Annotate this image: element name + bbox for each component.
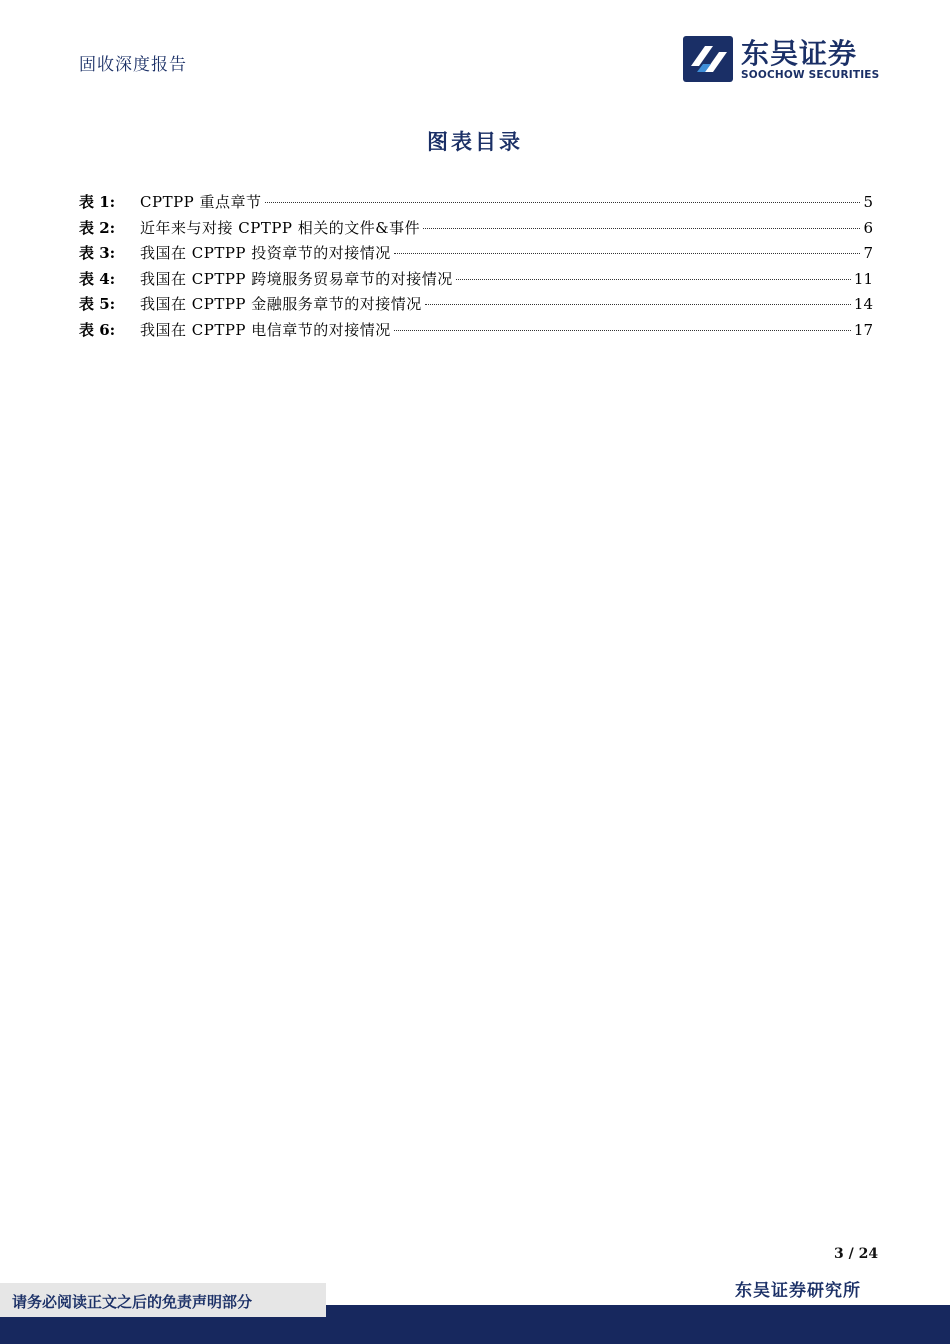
logo-english-name: SOOCHOW SECURITIES — [741, 69, 880, 81]
toc-entry-title: 我国在 CPTPP 电信章节的对接情况 — [140, 320, 391, 339]
toc-entry[interactable] — [79, 292, 873, 318]
toc-entry-page: 6 — [863, 218, 873, 237]
toc-entry-title: CPTPP 重点章节 — [140, 193, 262, 211]
toc-leader-dots — [394, 330, 851, 331]
toc-leader-dots — [425, 304, 851, 305]
toc-entry-title: 我国在 CPTPP 投资章节的对接情况 — [140, 244, 391, 262]
toc-leader-dots — [265, 202, 861, 203]
toc-entry[interactable] — [79, 267, 873, 293]
toc-entry[interactable] — [79, 216, 873, 242]
toc-entry-title: 近年来与对接 CPTPP 相关的文件&事件 — [140, 218, 421, 237]
toc-entry-page: 14 — [853, 295, 873, 313]
toc-entry-label: 表 6: — [79, 320, 116, 339]
page-number: 3 / 24 — [834, 1246, 879, 1262]
toc-leader-dots — [394, 253, 861, 254]
toc-leader-dots — [423, 228, 860, 229]
toc-entry-label: 表 4: — [79, 269, 116, 288]
report-type-label: 固收深度报告 — [79, 55, 187, 75]
toc-entry-page: 7 — [863, 244, 873, 262]
logo-mark-icon — [683, 36, 733, 82]
toc-entry-label: 表 1: — [79, 193, 116, 211]
company-logo — [683, 36, 883, 84]
toc-entry[interactable] — [79, 318, 873, 344]
toc-entry-page: 11 — [853, 269, 873, 288]
toc-entry-page: 5 — [863, 193, 873, 211]
page-title: 图表目录 — [427, 129, 523, 154]
table-of-figures — [79, 190, 873, 343]
footer-organization: 东吴证券研究所 — [735, 1281, 861, 1301]
toc-entry-label: 表 5: — [79, 295, 116, 313]
disclaimer-notice: 请务必阅读正文之后的免责声明部分 — [12, 1293, 253, 1311]
logo-chinese-name: 东吴证券 — [741, 37, 858, 70]
toc-entry-label: 表 3: — [79, 244, 116, 262]
toc-entry[interactable] — [79, 241, 873, 267]
toc-entry-label: 表 2: — [79, 218, 116, 237]
toc-entry-title: 我国在 CPTPP 跨境服务贸易章节的对接情况 — [140, 269, 453, 288]
toc-leader-dots — [456, 279, 851, 280]
toc-entry-title: 我国在 CPTPP 金融服务章节的对接情况 — [140, 295, 422, 313]
toc-entry-page: 17 — [853, 320, 873, 339]
toc-entry[interactable] — [79, 190, 873, 216]
